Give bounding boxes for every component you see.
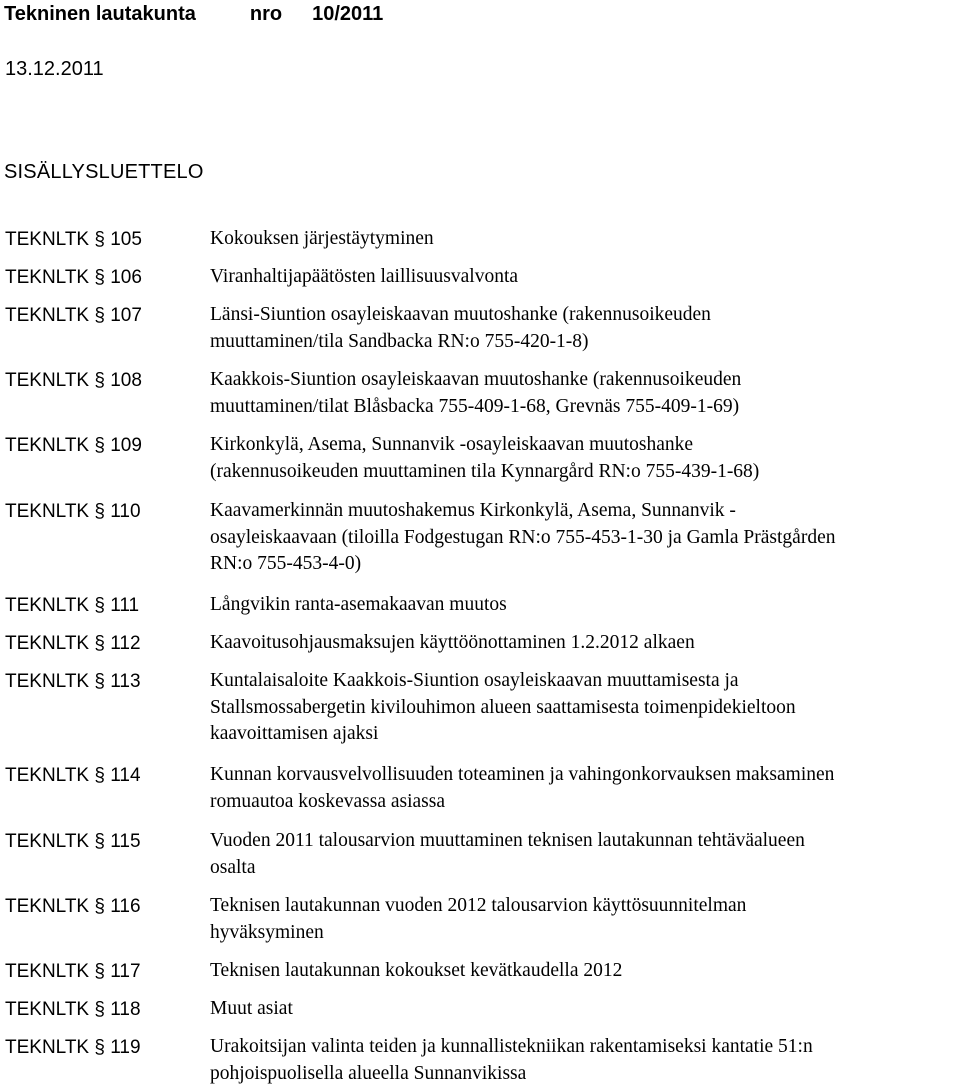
toc-entry-description-line: Kuntalaisaloite Kaakkois-Siuntion osayleiskaavan muuttamisesta ja [210,670,739,691]
toc-entry-description-line: Kaavamerkinnän muutoshakemus Kirkonkylä, Asema, Sunnanvik - [210,500,736,521]
committee-name: Tekninen lautakunta [4,3,196,25]
toc-entry-description [210,996,958,1023]
toc-entry-description-line: muuttaminen/tilat Blåsbacka 755-409-1-68, Grevnäs 755-409-1-69) [210,395,740,417]
toc-entry-code: TEKNLTK § 110 [5,501,141,522]
toc-entry-description-line: Muut asiat [210,998,293,1019]
toc-entry-description [210,498,958,578]
toc-title: SISÄLLYSLUETTELO [4,161,204,183]
toc-entry-description-line: Urakoitsijan valinta teiden ja kunnallistekniikan rakentamiseksi kantatie 51:n [210,1036,813,1057]
toc-entry-description-line: Teknisen lautakunnan vuoden 2012 talousarvion käyttösuunnitelman [210,895,747,916]
toc-entry-description-line: Teknisen lautakunnan kokoukset kevätkaudella 2012 [210,960,623,981]
toc-entry-description-line: Kaavoitusohjausmaksujen käyttöönottaminen 1.2.2012 alkaen [210,632,695,653]
toc-entry-code: TEKNLTK § 106 [5,267,142,288]
toc-entry-code: TEKNLTK § 107 [5,305,142,326]
toc-entry-description [210,226,958,253]
meeting-number: 10/2011 [312,3,384,25]
toc-entry-description-line: Viranhaltijapäätösten laillisuusvalvonta [210,266,519,287]
toc-entry-description-line: Långvikin ranta-asemakaavan muutos [210,594,507,615]
toc-entry-code: TEKNLTK § 115 [5,831,141,852]
toc-entry-description [210,302,958,355]
toc-entry-code: TEKNLTK § 117 [5,961,141,982]
toc-entry-description [210,828,958,881]
toc-entry-description-line: romuautoa koskevassa asiassa [210,790,446,812]
toc-entry-description-line: Stallsmossabergetin kivilouhimon alueen saattamisesta toimenpidekieltoon [210,696,796,718]
toc-entry-code: TEKNLTK § 118 [5,999,141,1020]
toc-entry-description-line: (rakennusoikeuden muuttaminen tila Kynnargård RN:o 755-439-1-68) [210,460,760,482]
toc-entry-description-line: Kunnan korvausvelvollisuuden toteaminen ja vahingonkorvauksen maksaminen [210,764,835,785]
toc-entry-description-line: osayleiskaavaan (tiloilla Fodgestugan RN:o 755-453-1-30 ja Gamla Prästgården [210,526,836,548]
toc-entry-description [210,432,958,485]
toc-entry-description [210,367,958,420]
toc-entry-code: TEKNLTK § 114 [5,765,141,786]
toc-entry-description-line: RN:o 755-453-4-0) [210,553,362,574]
toc-entry-description-line: kaavoittamisen ajaksi [210,723,379,744]
toc-entry-description-line: osalta [210,856,256,878]
toc-entry-description [210,264,958,291]
number-label: nro [249,3,283,25]
toc-entry-description-line: hyväksyminen [210,921,324,943]
toc-entry-description [210,592,958,619]
toc-entry-description [210,630,958,657]
toc-entry-description-line: Vuoden 2011 talousarvion muuttaminen teknisen lautakunnan tehtäväalueen [210,830,805,851]
toc-entry-code: TEKNLTK § 113 [5,671,141,692]
toc-entry-code: TEKNLTK § 112 [5,633,141,654]
toc-entry-description-line: muuttaminen/tila Sandbacka RN:o 755-420-1-8) [210,330,589,352]
toc-entry-description-line: pohjoispuolisella alueella Sunnanvikissa [210,1062,527,1084]
toc-entry-description-line: Kaakkois-Siuntion osayleiskaavan muutoshanke (rakennusoikeuden [210,369,742,390]
toc-entry-description [210,668,958,748]
toc-entry-description [210,1034,958,1087]
toc-entry-description [210,762,958,815]
toc-entry-code: TEKNLTK § 108 [5,370,142,391]
toc-entry-description-line: Kirkonkylä, Asema, Sunnanvik -osayleiskaavan muutoshanke [210,434,694,455]
meeting-date: 13.12.2011 [5,58,104,80]
toc-entry-description [210,893,958,946]
toc-entry-description-line: Länsi-Siuntion osayleiskaavan muutoshanke (rakennusoikeuden [210,304,711,325]
toc-entry-code: TEKNLTK § 119 [5,1037,141,1058]
toc-entry-description [210,958,958,985]
toc-entry-code: TEKNLTK § 109 [5,435,142,456]
toc-entry-code: TEKNLTK § 116 [5,896,141,917]
toc-entry-description-line: Kokouksen järjestäytyminen [210,228,434,249]
toc-entry-code: TEKNLTK § 111 [5,595,140,616]
toc-entry-code: TEKNLTK § 105 [5,229,142,250]
